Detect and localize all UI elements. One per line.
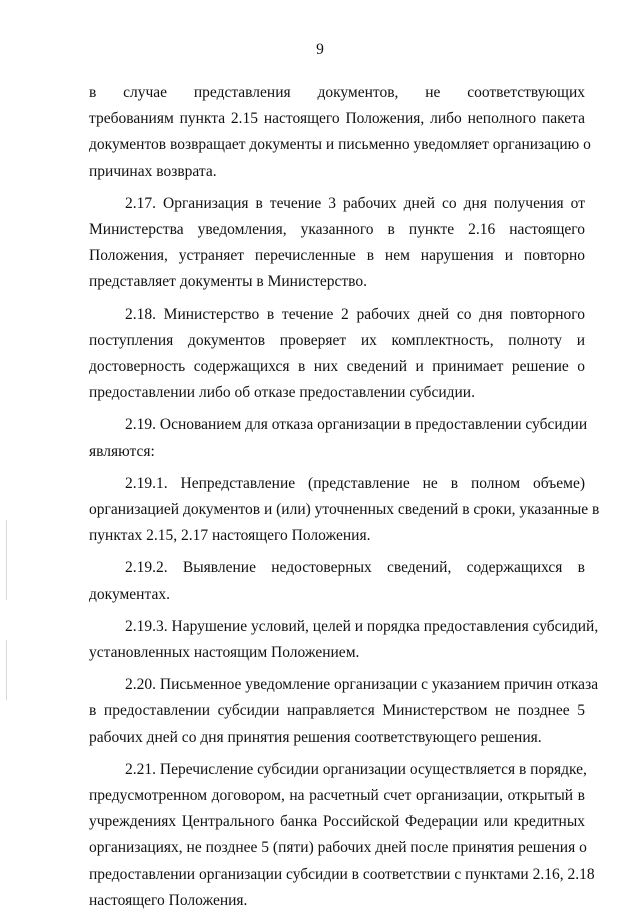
paragraph-p-2-18	[89, 302, 585, 407]
paragraph-p-2-19	[89, 412, 588, 464]
text-line: 2.18. Министерство в течение 2 рабочих дней со дня повторного	[125, 305, 585, 323]
paragraph-p-2-19-1	[89, 471, 600, 550]
paragraph-p-2-20	[89, 672, 599, 751]
text-line: настоящего Положения.	[89, 891, 248, 909]
text-line: причинах возврата.	[89, 162, 217, 180]
paragraph-p-2-19-2	[89, 555, 585, 607]
text-line: предусмотренном договором, на расчетный счет организации, открытый в	[89, 787, 585, 805]
text-line: предоставлении организации субсидии в соответствии с пунктами 2.16, 2.18	[89, 865, 595, 883]
scan-edge-mark	[6, 640, 7, 700]
text-line: предоставлении либо об отказе предоставлении субсидии.	[89, 384, 475, 402]
page-number: 9	[316, 41, 324, 58]
text-line: Министерства уведомления, указанного в пункте 2.16 настоящего	[89, 221, 585, 239]
text-line: поступления документов проверяет их комплектность, полноту и	[89, 331, 585, 349]
text-line: представляет документы в Министерство.	[89, 273, 368, 291]
text-line: 2.19.2. Выявление недостоверных сведений, содержащихся в	[125, 559, 585, 577]
text-line: документов возвращает документы и письменно уведомляет организацию о	[89, 136, 591, 154]
text-line: организациях, не позднее 5 (пяти) рабочих дней после принятия решения о	[89, 839, 587, 857]
text-line: установленных настоящим Положением.	[89, 644, 360, 662]
text-line: организацией документов и (или) уточненных сведений в сроки, указанные в	[89, 501, 600, 519]
text-line: являются:	[89, 442, 155, 460]
text-line: в предоставлении субсидии направляется Министерством не позднее 5	[89, 702, 585, 720]
text-line: 2.19. Основанием для отказа организации в предоставлении субсидии	[125, 416, 588, 434]
text-line: 2.19.1. Непредставление (представление не в полном объеме)	[125, 474, 585, 492]
text-line: в случае представления документов, не соответствующих	[89, 84, 585, 101]
scan-edge-mark	[6, 520, 7, 600]
text-line: рабочих дней со дня принятия решения соответствующего решения.	[89, 728, 542, 746]
text-line: требованиям пункта 2.15 настоящего Положения, либо неполного пакета	[89, 110, 585, 128]
paragraph-p-2-19-3	[89, 614, 599, 666]
text-line: 2.21. Перечисление субсидии организации осуществляется в порядке,	[125, 760, 587, 778]
paragraph-p-continuation	[89, 80, 591, 185]
text-line: 2.19.3. Нарушение условий, целей и порядка предоставления субсидий,	[125, 617, 599, 635]
text-line: 2.17. Организация в течение 3 рабочих дней со дня получения от	[125, 194, 585, 212]
text-line: достоверность содержащихся в них сведений и принимает решение о	[89, 358, 585, 376]
text-line: 2.20. Письменное уведомление организации с указанием причин отказа	[125, 676, 599, 694]
document-body	[89, 80, 600, 914]
text-line: учреждениях Центрального банка Российской Федерации или кредитных	[89, 813, 585, 831]
paragraph-p-2-21	[89, 757, 595, 914]
text-line: пунктах 2.15, 2.17 настоящего Положения.	[89, 527, 371, 545]
paragraph-p-2-17	[89, 191, 585, 296]
text-line: Положения, устраняет перечисленные в нем нарушения и повторно	[89, 247, 585, 265]
text-line: документах.	[89, 585, 170, 603]
